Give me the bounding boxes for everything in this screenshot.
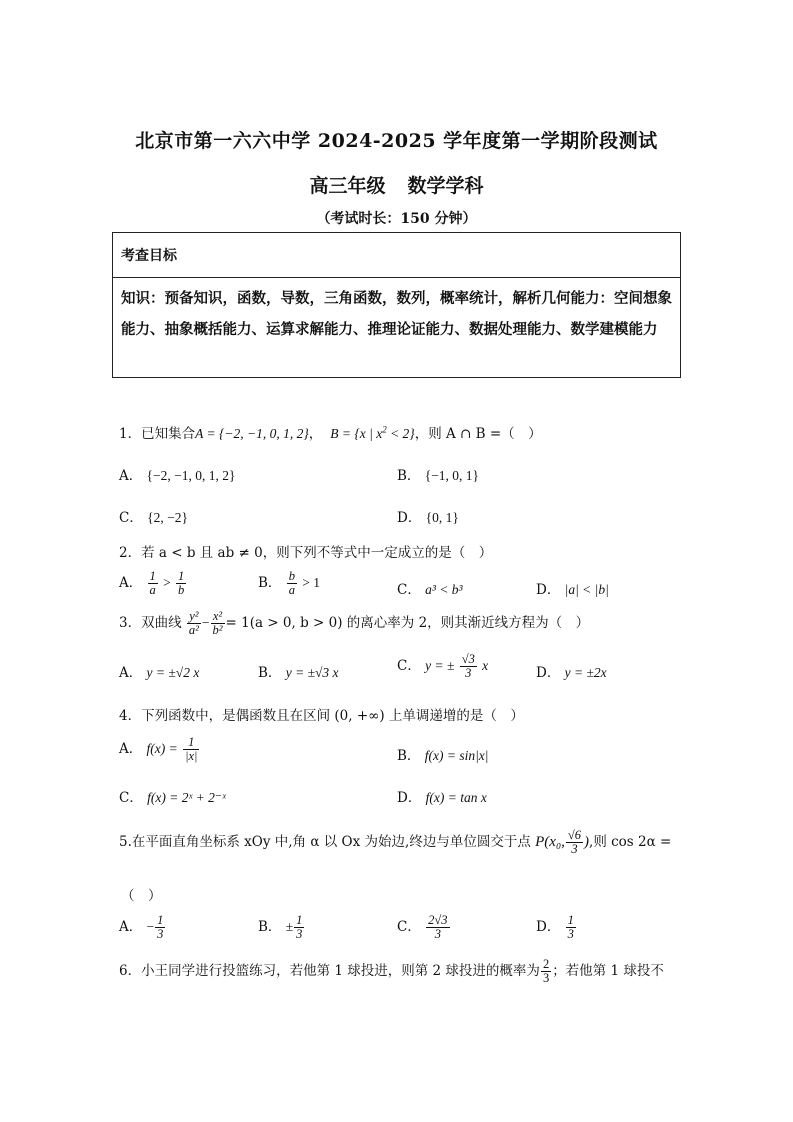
q4-option-c: C． f(x) = 2ˣ + 2⁻ˣ: [119, 790, 226, 806]
objectives-heading: 考查目标: [121, 248, 177, 264]
q2-option-b: B． $\frac{b}{a}$ > 1: [258, 569, 321, 598]
question-4-stem: 4．下列函数中，是偶函数且在区间 (0, +∞) 上单调递增的是（ ）: [119, 708, 524, 724]
question-2-stem: 2．若 a < b 且 ab ≠ 0，则下列不等式中一定成立的是（ ）: [119, 545, 493, 561]
q3-option-c: C． y = ± $\frac{√3}{3}$ x: [397, 652, 489, 681]
q5-option-a: A． − $\frac{1}{3}$: [119, 913, 164, 942]
q4-option-a: A． f(x) = $\frac{1}{|x|}$: [119, 735, 198, 764]
q4-option-d: D． f(x) = tan x: [397, 790, 487, 806]
q2-option-d: D． |a| < |b|: [536, 582, 609, 598]
question-1-stem: 1．已知集合A = {−2, −1, 0, 1, 2}， B = {x | $x^2 < 2$}，则 A ∩ B =（ ）: [119, 424, 542, 442]
q5-answer-paren: （ ）: [121, 888, 162, 904]
page-title: 北京市第一六六中学 2024-2025 学年度第一学期阶段测试: [135, 130, 658, 152]
q1-option-a: A． {−2, −1, 0, 1, 2}: [119, 468, 236, 484]
q2-option-a: A． $\frac{1}{a}$ > $\frac{1}{b}$: [119, 569, 185, 598]
objectives-box: [112, 232, 681, 378]
set-a: A = {−2, −1, 0, 1, 2}: [195, 426, 309, 441]
exam-duration: （考试时长：150 分钟）: [316, 211, 477, 227]
q1-option-c: C． {2, −2}: [119, 510, 188, 526]
question-5-stem: 5.在平面直角坐标系 xOy 中,角 α 以 Ox 为始边,终边与单位圆交于点 P(x₀, $\frac{√6}{3}$ ),则 cos 2α =: [119, 828, 672, 857]
q5-option-b: B． ± $\frac{1}{3}$: [258, 913, 303, 942]
objectives-body: 知识：预备知识，函数，导数，三角函数，数列，概率统计，解析几何能力：空间想象能力、抽象概括能力、运算求解能力、推理论证能力、数据处理能力、数学建模能力: [121, 290, 672, 338]
question-6-stem: 6．小王同学进行投篮练习，若他第 1 球投进，则第 2 球投进的概率为 $\frac{2}{3}$ ；若他第 1 球投不: [119, 957, 664, 986]
set-b: B = {x | $x^2 < 2$}: [330, 424, 415, 441]
q3-option-a: A． y = ±√2 x: [119, 665, 200, 681]
grade-label: 高三年级: [309, 175, 386, 197]
q1-option-b: B． {−1, 0, 1}: [397, 468, 480, 484]
q5-option-d: D． $\frac{1}{3}$: [536, 913, 574, 942]
q3-option-d: D． y = ±2x: [536, 665, 607, 681]
q3-option-b: B． y = ±√3 x: [258, 665, 339, 681]
question-3-stem: 3．双曲线 $\frac{\text{y²}}{\text{a²}}$ − $\frac{\text{x²}}{\text{b²}}$ = 1(a > 0, b > 0) 的离心率为 2，则其渐近线方程为（ ）: [119, 609, 590, 638]
q2-option-c: C． a³ < b³: [397, 582, 463, 598]
objectives-header: [113, 233, 680, 278]
subject-label: 数学学科: [407, 175, 484, 197]
q5-option-c: C． $\frac{2√3}{3}$: [397, 913, 448, 942]
q1-option-d: D． {0, 1}: [397, 510, 459, 526]
page-subtitle: [0, 171, 793, 198]
q4-option-b: B． f(x) = sin|x|: [397, 748, 489, 764]
